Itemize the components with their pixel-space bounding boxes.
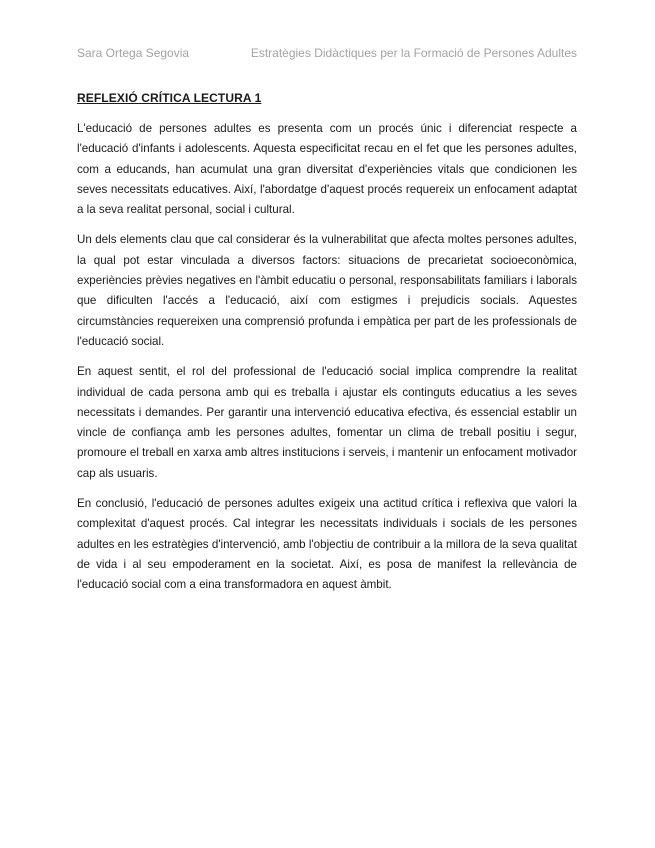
paragraph-4: En conclusió, l'educació de persones adultes exigeix una actitud crítica i reflexiva que valori la complexitat d'aquest procés. Cal integrar les necessitats individuals i socials de les persones adultes en les estratègies d'intervenció, amb l'objectiu de contribuir a la millora de la seva qualitat de vida i al seu empoderament en la societat. Així, es posa de manifest la rellevància de l'educació social com a eina transformadora en aquest àmbit.	[77, 497, 577, 592]
paragraph-3: En aquest sentit, el rol del professional de l'educació social implica comprendre la realitat individual de cada persona amb qui es treballa i ajustar els continguts educatius a les seves necessitats i demandes. Per garantir una intervenció educativa efectiva, és essencial establir un vincle de confiança amb les persones adultes, fomentar un clima de treball positiu i segur, promoure el treball en xarxa amb altres institucions i serveis, i mantenir un enfocament motivador cap als usuaris.	[77, 365, 577, 480]
paragraph-2: Un dels elements clau que cal considerar és la vulnerabilitat que afecta moltes persones adultes, la qual pot estar vinculada a diversos factors: situacions de precarietat socioeconòmica, experiències prèvies negatives en l'àmbit educatiu o personal, responsabilitats familiars i laborals que dificulten l'accés a l'educació, així com estigmes i prejudicis socials. Aquestes circumstàncies requereixen una comprensió profunda i empàtica per part de les professionals de l'educació social.	[77, 233, 577, 348]
page-header	[77, 46, 577, 62]
paragraph-1: L'educació de persones adultes es presenta com un procés únic i diferenciat respecte a l'educació d'infants i adolescents. Aquesta especificitat recau en el fet que les persones adultes, com a educands, han acumulat una gran diversitat d'experiències vitals que condicionen les seves necessitats educatives. Així, l'abordatge d'aquest procés requereix un enfocament adaptat a la seva realitat personal, social i cultural.	[77, 122, 577, 217]
header-document-title: Estratègies Didàctiques per la Formació de Persones Adultes	[250, 46, 577, 60]
document-body	[77, 90, 577, 606]
section-heading: REFLEXIÓ CRÍTICA LECTURA 1	[77, 91, 262, 105]
header-author: Sara Ortega Segovia	[77, 46, 190, 60]
